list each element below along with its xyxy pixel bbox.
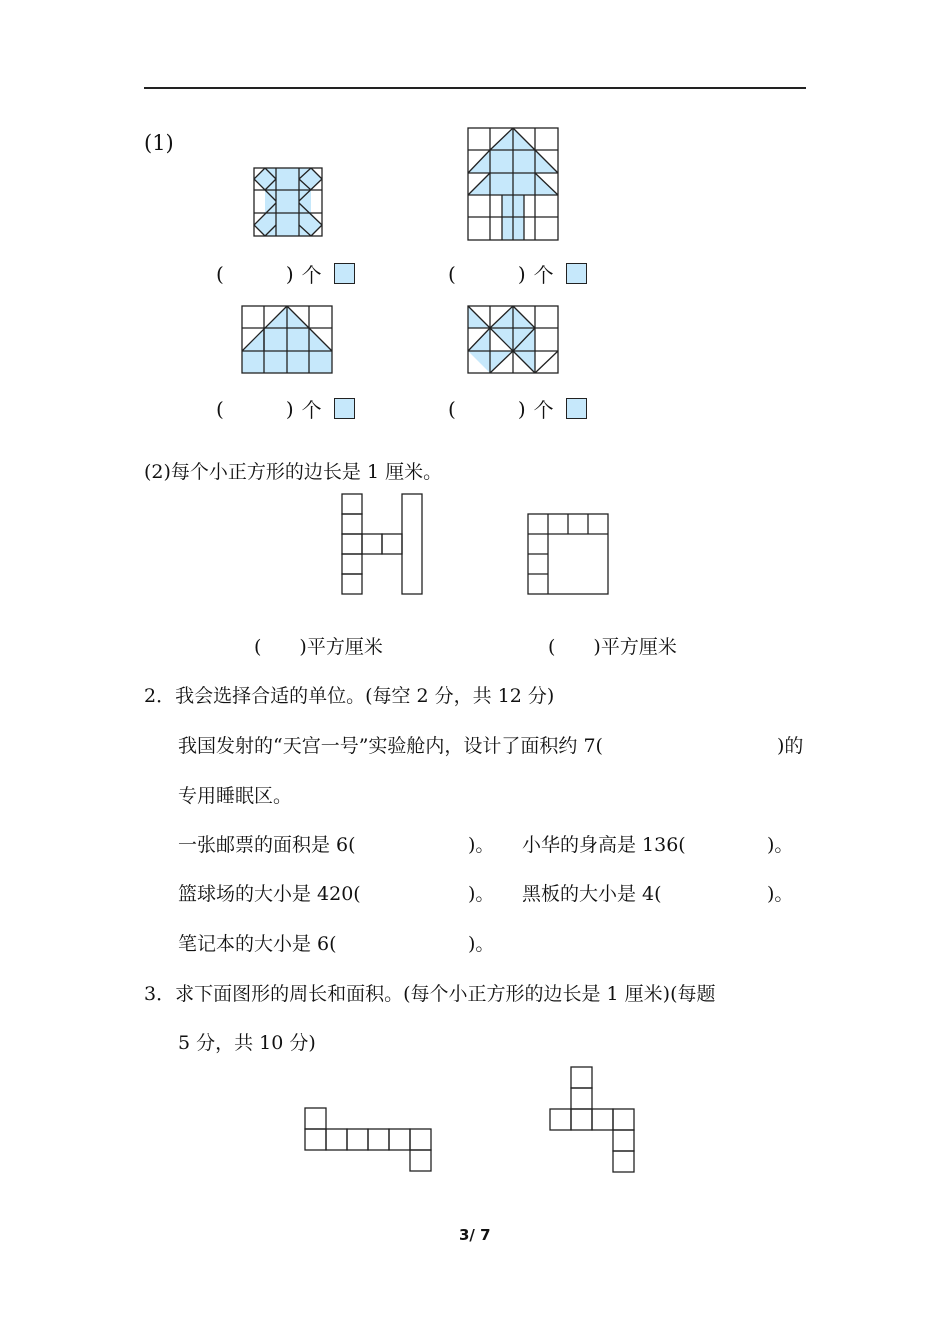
q2-row4-a-post: )。 <box>468 883 495 905</box>
part1-answer-c <box>216 394 355 423</box>
figure-c-house <box>242 306 332 373</box>
answer-close: ) <box>517 396 526 421</box>
q3-line2: 5 分，共 10 分) <box>178 1032 316 1054</box>
q2-row5-post: )。 <box>468 933 495 955</box>
answer-close: )平方厘米 <box>593 636 677 658</box>
q2-row3-a-post: )。 <box>468 834 495 856</box>
q2-line1-a: 我国发射的“天宫一号”实验舱内，设计了面积约 7( <box>178 735 603 757</box>
part2-answer-b <box>548 635 677 659</box>
answer-close: ) <box>285 396 294 421</box>
figure-h-shape <box>550 1067 636 1173</box>
q2-row4-b-pre: 黑板的大小是 4( <box>522 883 662 905</box>
q2-row4-a-pre: 篮球场的大小是 420( <box>178 883 361 905</box>
part1-answer-d <box>448 394 587 423</box>
part1-label: (1) <box>144 131 174 155</box>
q2-row5-pre: 笔记本的大小是 6( <box>178 933 337 955</box>
figure-b-tree <box>468 128 558 240</box>
answer-close: ) <box>517 261 526 286</box>
part2-title: (2)每个小正方形的边长是 1 厘米。 <box>144 461 443 483</box>
unit-square-icon <box>334 398 355 419</box>
q3-line1: 3．求下面图形的周长和面积。(每个小正方形的边长是 1 厘米)(每题 <box>144 983 716 1005</box>
answer-close: ) <box>285 261 294 286</box>
answer-open: ( <box>216 396 224 421</box>
answer-suffix: 个 <box>533 398 554 422</box>
answer-open: ( <box>448 261 456 286</box>
page-number: 3/ 7 <box>459 1226 491 1244</box>
figure-a-grid <box>254 168 322 236</box>
q2-row3-a-pre: 一张邮票的面积是 6( <box>178 834 356 856</box>
answer-suffix: 个 <box>301 263 322 287</box>
answer-open: ( <box>448 396 456 421</box>
q2-title: 2．我会选择合适的单位。(每空 2 分，共 12 分) <box>144 685 555 707</box>
header-rule <box>144 87 806 89</box>
part1-answer-b <box>448 259 587 288</box>
unit-square-icon <box>566 263 587 284</box>
answer-suffix: 个 <box>533 263 554 287</box>
figure-f-square-shape <box>528 514 608 594</box>
q2-row4-b-post: )。 <box>767 883 794 905</box>
answer-close: )平方厘米 <box>299 636 383 658</box>
answer-open: ( <box>548 636 556 658</box>
q2-row3-b-pre: 小华的身高是 136( <box>522 834 686 856</box>
figure-d-pinwheel <box>468 306 558 373</box>
figure-g-shape <box>305 1108 431 1172</box>
unit-square-icon <box>334 263 355 284</box>
part1-answer-a <box>216 259 355 288</box>
q2-line2: 专用睡眠区。 <box>178 785 293 807</box>
q2-line1-b: )的 <box>777 735 804 757</box>
answer-open: ( <box>216 261 224 286</box>
answer-open: ( <box>254 636 262 658</box>
unit-square-icon <box>566 398 587 419</box>
part2-answer-a <box>254 635 383 659</box>
q2-row3-b-post: )。 <box>767 834 794 856</box>
answer-suffix: 个 <box>301 398 322 422</box>
figure-e-h-shape <box>342 494 422 594</box>
